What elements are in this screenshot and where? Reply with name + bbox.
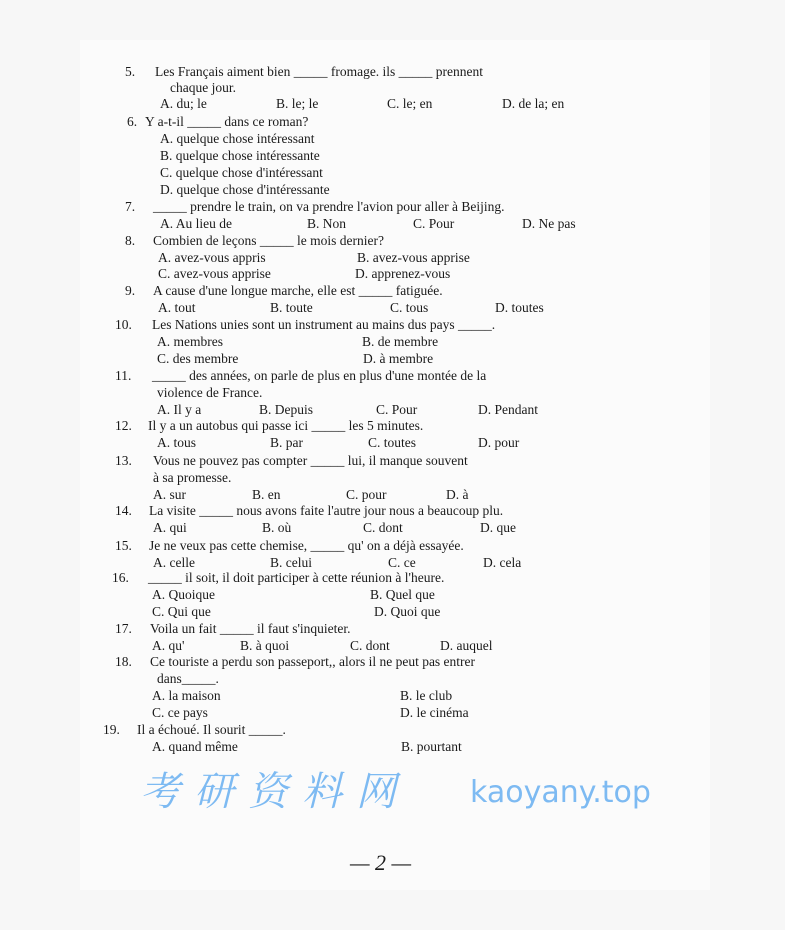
answer-option: A. celle	[153, 555, 195, 570]
answer-option: D. cela	[483, 555, 522, 570]
answer-option: A. qui	[153, 520, 187, 535]
answer-option: B. où	[262, 520, 292, 535]
question-number: 13.	[115, 453, 132, 468]
answer-option: D. auquel	[440, 638, 493, 653]
question-number: 17.	[115, 621, 132, 636]
answer-option: D. quelque chose d'intéressante	[160, 182, 330, 197]
question-stem: à sa promesse.	[153, 470, 232, 485]
answer-option: D. pour	[478, 435, 520, 450]
answer-option: A. quelque chose intéressant	[160, 131, 315, 146]
question-number: 16.	[112, 570, 129, 585]
answer-option: B. pourtant	[401, 739, 462, 754]
answer-option: C. tous	[390, 300, 429, 315]
question-number: 10.	[115, 317, 132, 332]
question-stem: Vous ne pouvez pas compter _____ lui, il manque souvent	[153, 453, 468, 468]
answer-option: C. pour	[346, 487, 387, 502]
answer-option: B. par	[270, 435, 303, 450]
answer-option: C. ce	[388, 555, 416, 570]
question-number: 12.	[115, 418, 132, 433]
answer-option: A. membres	[157, 334, 223, 349]
answer-option: A. tout	[158, 300, 196, 315]
answer-option: A. avez-vous appris	[158, 250, 266, 265]
answer-option: D. à membre	[363, 351, 434, 366]
question-number: 8.	[125, 233, 136, 248]
question-number: 18.	[115, 654, 132, 669]
question-stem: Il y a un autobus qui passe ici _____ les 5 minutes.	[148, 418, 424, 433]
answer-option: C. le; en	[387, 96, 433, 111]
answer-option: A. Il y a	[157, 402, 202, 417]
question-stem: chaque jour.	[170, 80, 236, 95]
answer-option: B. de membre	[362, 334, 439, 349]
answer-option: D. que	[480, 520, 516, 535]
answer-option: C. dont	[350, 638, 390, 653]
answer-option: D. Quoi que	[374, 604, 441, 619]
question-stem: Y a-t-il _____ dans ce roman?	[145, 114, 309, 129]
page-number: — 2 —	[350, 850, 412, 875]
question-number: 7.	[125, 199, 136, 214]
answer-option: B. en	[252, 487, 281, 502]
question-stem: Il a échoué. Il sourit _____.	[137, 722, 286, 737]
answer-option: A. la maison	[152, 688, 221, 703]
question-number: 11.	[115, 368, 132, 383]
answer-option: C. des membre	[157, 351, 239, 366]
question-stem: _____ des années, on parle de plus en plus d'une montée de la	[152, 368, 487, 383]
answer-option: D. de la; en	[502, 96, 565, 111]
answer-option: A. Au lieu de	[160, 216, 232, 231]
answer-option: B. Quel que	[370, 587, 435, 602]
question-number: 14.	[115, 503, 132, 518]
answer-option: B. à quoi	[240, 638, 290, 653]
answer-option: A. tous	[157, 435, 197, 450]
answer-option: A. Quoique	[152, 587, 215, 602]
answer-option: B. le; le	[276, 96, 319, 111]
question-stem: _____ il soit, il doit participer à cette réunion à l'heure.	[148, 570, 445, 585]
answer-option: D. toutes	[495, 300, 544, 315]
answer-option: C. Qui que	[152, 604, 211, 619]
answer-option: B. le club	[400, 688, 453, 703]
answer-option: C. toutes	[368, 435, 417, 450]
answer-option: C. quelque chose d'intéressant	[160, 165, 323, 180]
answer-option: C. avez-vous apprise	[158, 266, 271, 281]
answer-option: B. toute	[270, 300, 313, 315]
answer-option: B. Depuis	[259, 402, 313, 417]
question-number: 9.	[125, 283, 136, 298]
answer-option: A. qu'	[152, 638, 185, 653]
answer-option: C. Pour	[413, 216, 455, 231]
answer-option: D. apprenez-vous	[355, 266, 451, 281]
answer-option: D. le cinéma	[400, 705, 469, 720]
question-stem: Voila un fait _____ il faut s'inquieter.	[150, 621, 351, 636]
question-stem: A cause d'une longue marche, elle est _____ fatiguée.	[153, 283, 443, 298]
watermark-chinese: 考研资料网	[140, 769, 410, 815]
question-stem: Ce touriste a perdu son passeport,, alors il ne peut pas entrer	[150, 654, 476, 669]
answer-option: C. dont	[363, 520, 403, 535]
question-stem: violence de France.	[157, 385, 263, 400]
answer-option: B. Non	[307, 216, 347, 231]
answer-option: A. sur	[153, 487, 186, 502]
question-stem: dans_____.	[157, 671, 219, 686]
question-stem: Les Français aiment bien _____ fromage. ils _____ prennent	[155, 64, 484, 79]
question-stem: La visite _____ nous avons faite l'autre jour nous a beaucoup plu.	[149, 503, 504, 518]
question-number: 19.	[103, 722, 120, 737]
answer-option: A. quand même	[152, 739, 238, 754]
watermark-url: kaoyany.top	[470, 775, 651, 810]
answer-option: A. du; le	[160, 96, 207, 111]
answer-option: D. à	[446, 487, 469, 502]
question-stem: Les Nations unies sont un instrument au mains dus pays _____.	[152, 317, 496, 332]
answer-option: D. Ne pas	[522, 216, 576, 231]
question-number: 15.	[115, 538, 132, 553]
answer-option: D. Pendant	[478, 402, 538, 417]
question-stem: _____ prendre le train, on va prendre l'avion pour aller à Beijing.	[153, 199, 505, 214]
answer-option: C. Pour	[376, 402, 418, 417]
answer-option: C. ce pays	[152, 705, 208, 720]
question-stem: Combien de leçons _____ le mois dernier?	[153, 233, 384, 248]
question-number: 5.	[125, 64, 136, 79]
answer-option: B. quelque chose intéressante	[160, 148, 320, 163]
question-number: 6.	[127, 114, 138, 129]
answer-option: B. celui	[270, 555, 312, 570]
answer-option: B. avez-vous apprise	[357, 250, 470, 265]
question-stem: Je ne veux pas cette chemise, _____ qu' on a déjà essayée.	[149, 538, 464, 553]
